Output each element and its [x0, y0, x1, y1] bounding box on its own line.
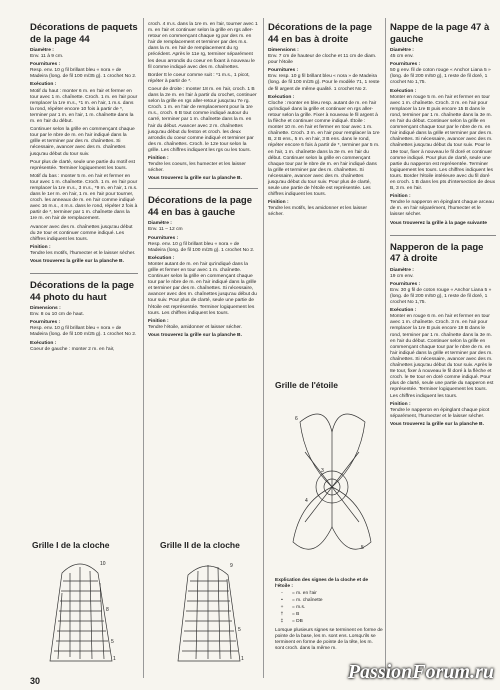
legend-symbol: ◦ [281, 591, 283, 596]
legend-label: = m. en l'air [292, 591, 317, 596]
section-napperon-droite [390, 242, 496, 428]
section-photo-haut [30, 280, 138, 353]
subheading: Diamètre : [148, 221, 172, 227]
grid-reference: Vous trouverez la grille sur la planche B. [390, 421, 484, 427]
divider [390, 235, 496, 236]
text: Tendre le napperon en épinglant chaque picot séparément, l'humecter et le laisser sécher. [390, 407, 490, 419]
text: Env. 8 ou 10 cm de haut. [30, 312, 85, 318]
text: Resp. env. 10 g fil brillant bleu « nora » de Madeira (long. de fil 100 m/25 g). 1 crochet No 2. [148, 241, 255, 253]
text: 50 g env. fil de coton rouge « Anchor Liana 5 » (long. de fil 200 m/50 g), 1 reste de fil doré, 1 crochet No 1,75. [390, 68, 491, 86]
subheading: Finition : [148, 155, 169, 161]
section-title: Décorations de la page 44 en bas à droite [268, 22, 373, 45]
text: 19 cm env. [390, 273, 414, 279]
grid-reference: Vous trouverez la grille sur la planche B. [30, 259, 124, 264]
subheading: Fournitures : [390, 281, 421, 287]
section-nappe-gauche [390, 22, 496, 227]
text: Avancer avec des m. chaînettes jusqu'au début du 2e tour et continuer comme indiqué. Les chiffres indiquent les tours. [30, 224, 133, 242]
subheading: Fournitures : [30, 62, 61, 68]
column-rule [385, 18, 386, 678]
text: Monter en rouge 6 m. en l'air et fermer en tour avec 1 m. chaînette. Croch. 3 m. en l'air pour remplacer la 1re B puis encore 19 B dans le rond, terminer par 1 m. chaînette dans la 3e m. en l'air du début. Continuer selon la grille en commençant chaque tour par le nbre de m. en l'air indiqué dans la grille et terminer par des m. chaînettes. Si nécessaire, avancer avec des m. chaînettes jusqu'au début du tour suiv. Après le 8e tour, fixer à nouveau le fil doré à la flèche et croch. le 9e tour en doré comme indiqué. Pour plus de clarté, seule une partie du napperon est représentée. Terminer logiquement les tours. Les chiffres indiquent les tours. [390, 314, 494, 399]
legend-row [275, 598, 383, 604]
subheading: Finition : [30, 244, 51, 250]
text: Tendre le napperon en épinglant chaque arceau de m. en l'air séparément, l'humecter et le laisser sécher. [390, 200, 494, 218]
legend-label: = m.s. [292, 605, 306, 610]
svg-text:5: 5 [111, 639, 114, 645]
subheading: Finition : [390, 401, 411, 407]
legend-row [275, 605, 383, 611]
subheading: Fournitures : [148, 235, 179, 241]
legend-symbol: + [280, 605, 284, 610]
section-title: Décorations de paquets de la page 44 [30, 22, 138, 45]
text: Resp. env. 10 g fil brillant bleu « nora » de Madeira (long. de fil 100 m/25 g). 1 crochet No 2. [30, 326, 137, 338]
grid-reference: Vous trouverez la grille sur la planche B. [148, 176, 242, 182]
legend-symbol: ‡ [280, 619, 284, 624]
text: Env. 11 à 9 cm. [30, 54, 64, 60]
subheading: Exécution : [30, 82, 57, 88]
svg-text:10: 10 [100, 561, 106, 567]
grid-reference: Vous trouverez la grille sur la planche B. [148, 332, 242, 338]
text: Coeur de gauche : monter 2 m. en l'air, [30, 346, 115, 352]
svg-text:1: 1 [113, 656, 116, 662]
subheading: Exécution : [148, 255, 175, 261]
section-title: Décorations de la page 44 en bas à gauche [148, 195, 253, 218]
column-1 [30, 22, 138, 361]
legend-label: = m. chaînette [292, 598, 323, 603]
subheading: Finition : [268, 200, 289, 206]
legend-row [275, 612, 383, 618]
legend-row [275, 591, 383, 597]
text: Monter autant de m. en l'air qu'indiqué dans la grille et fermer en tour avec 1 m. chaînette. Continuer selon la grille en commençant chaque tour par le nbre de m. en l'air indiqué dans la grille et terminer par des m. chaînettes. Si nécessaire, avancer avec des m. chaînettes jusqu'au début du tour suiv. Pour plus de clarté, seule une partie de l'étoile est représentée. Terminer logiquement les tours. Les chiffres indiquent les tours. [148, 261, 257, 316]
text: Motif du haut : monter 6 m. en l'air et fermer en tour avec 1 m. chaînette. Croch. 1 m. en l'air pour remplacer la 1re m.s., *1 m. en l'air, 1 m.s. dans la rond, répéter encore 10 fois à partir de *, terminer par 1 m. en l'air, 1 m. chaînette dans la m. en l'air du début. [30, 88, 138, 125]
legend-row [275, 619, 383, 625]
text: Coeur de droite : monter 18 m. en l'air, croch. 1 B dans la 2e m. en l'air à partir du crochet, continuer selon la grille en rgs aller-retour jusqu'au 7e rg. Croch. 1 m. en l'air de remplacement pour la 1re m.s., croch. 6 B tout comme indiqué autour du carré, terminer par 1 m. chaînette dans la m. en l'air du début. Avancer avec 2 m. chaînettes jusqu'au début du feston et croch. les deux arrondis du coeur comme indiqué et terminer par des m. chaînettes. Croch. le 12e tour selon la grille. Les chiffres indiquent les rgs ou les tours. [148, 86, 257, 153]
bell-diagram-2 [170, 553, 250, 668]
grid-title-cloche-1: Grille I de la cloche [32, 540, 110, 550]
svg-text:5: 5 [238, 627, 241, 633]
watermark: PassionForum.ru [347, 661, 494, 683]
svg-text:4: 4 [305, 498, 308, 504]
section-bas-gauche [148, 195, 258, 339]
svg-text:3: 3 [321, 468, 324, 474]
subheading: Dimensions : [268, 48, 299, 53]
subheading: Finition : [148, 318, 169, 324]
subheading: Dimensions : [30, 306, 61, 312]
bell-diagram-1 [40, 553, 125, 668]
text: Monter en rouge 5 m. en l'air et fermer en tour avec 1 m. chaînette. Croch. 3 m. en l'air pour remplacer la 1re B puis encore 15 B dans le rond, terminer par 1 m. chaînette dans la 3e m. en l'air du début. Continuer selon la grille en commençant chaque tour par le nbre de m. en l'air indiqué dans la grille et terminer par des m. chaînettes. Si nécessaire, avancer avec des m. chaînettes jusqu'au début du tour suiv. Pour le 19e tour, fixer à nouveau le fil doré et continuer comme indiqué. Pour plus de clarté, seule une partie du napperon est représentée. Terminer logiquement les tours. Les chiffres indiquent les tours. Border l'étoile intérieure avec du fil doré en croch. 1 B dans les pts d'intersection de deux B, 3 m. en l'air. [390, 94, 496, 192]
column-rule [143, 18, 144, 678]
grid-title-cloche-2: Grille II de la cloche [160, 540, 240, 550]
subheading: Exécution : [390, 308, 417, 314]
subheading: Diamètre : [390, 267, 414, 273]
text: Tendre les motifs, l'humecter et le laisser sécher. [30, 250, 136, 256]
text: Border tt le coeur comme suit : *1 m.s., 1 picot, répéter à partir de *. [148, 72, 250, 84]
text: Env. 7 cm de hauteur de cloche et 11 cm de diam. pour l'étoile [268, 54, 377, 66]
divider [148, 188, 258, 189]
text: Tendre l'étoile, amidonner et laisser sécher. [148, 324, 242, 330]
svg-text:1: 1 [241, 656, 244, 662]
legend-note: Lorsque plusieurs signes se terminent en forme de pointe de la base, les m. sont ens. Lorsqu'ils se terminent en forme de pointe de la tête, les m. sont croch. dans la même m. [275, 628, 383, 651]
text: 45 cm env. [390, 54, 414, 60]
grid-reference: Vous trouverez la grille à la page suivante [390, 220, 487, 226]
subheading: Exécution : [268, 94, 295, 100]
text: Env. 30 g fil de coton rouge « Anchor Liana 5 » (long. de fil 200 m/50 g), 1 reste de fil doré, 1 crochet No 1,75. [390, 287, 492, 306]
legend-label: = B [292, 612, 300, 617]
grid-title-etoile: Grille de l'étoile [275, 380, 338, 390]
section-title: Nappe de la page 47 à gauche [390, 22, 490, 45]
text: Motif du bas : monter 5 m. en l'air et fermer en tour avec 1 m. chaînette. Croch. 1 m. en l'air pour remplacer la 1re m.s., 3 m.s., *9 m. en l'air, 1 m.s. dans le 1er m. en l'air, 1 m. en l'air pour tourner, croch. les anneaux de m. en l'air comme indiqué avec 16 m.s., 4 m.s. dans le rond, répéter 2 fois à partir de *, terminer par 1 m. chaînette dans la 1re m. en l'air de remplacement. [30, 173, 138, 222]
section-bas-droite [268, 22, 380, 219]
svg-text:5: 5 [361, 545, 364, 551]
section-title: Décorations de la page 44 photo du haut [30, 280, 135, 303]
legend-symbol: † [280, 612, 284, 617]
section-title: Napperon de la page 47 à droite [390, 241, 484, 265]
text: Tendre les motifs, les amidonner et les laisser sécher. [268, 206, 367, 218]
subheading: Fournitures : [30, 320, 61, 326]
divider [30, 273, 138, 274]
legend-symbol: • [281, 598, 283, 603]
subheading: Finition : [390, 194, 411, 200]
column-4 [390, 22, 496, 436]
text: croch. 4 m.s. dans la 1re m. en l'air, tourner avec 1 m. en l'air et continuer selon la grille en rgs aller-retour en commençant chaque rg par des m. en l'air de remplacement et terminer par des m.s. dans la m. en l'air de remplacement du rg précédent. Après le 11e rg, terminer séparément les deux arrondis du coeur en fixant à nouveau le fil comme indiqué avec des m. chaînettes. [148, 22, 258, 70]
subheading: Fournitures : [268, 68, 299, 74]
svg-text:6: 6 [295, 416, 298, 422]
column-2 [148, 22, 258, 347]
subheading: Diamètre : [30, 48, 54, 53]
subheading: Exécution : [390, 88, 417, 94]
text: Cloche : monter en bleu resp. autant de m. en l'air qu'indiqué dans la grille et continuer en rgs aller-retour selon la grille. Fixer à nouveau le fil argent à la flèche et continuer comme indiqué. Étoile : monter 10 m. en l'air et fermer en tour avec 1 m. chaînette. Croch. 3 m. en l'air pour remplacer la 1re B, 2 B ens., 5 m. en l'air, 3 B ens. dans le rond, répéter encore 6 fois à partir de *, terminer par 5 m. en l'air, 1 m. chaînette dans la 3e m. en l'air du début. Continuer selon la grille en commençant chaque tour par le nbre de m. en l'air indiqué dans la grille et terminer par des m. chaînettes. Si nécessaire, avancer avec des m. chaînettes jusqu'au début du tour suiv. Pour plus de clarté, seule une partie de l'étoile est représentée. Les chiffres indiquent les tours. [268, 100, 380, 198]
subheading: Exécution : [30, 340, 57, 346]
symbol-legend [275, 578, 383, 652]
star-diagram [285, 392, 380, 577]
page-number: 30 [30, 676, 41, 686]
subheading: Fournitures : [390, 62, 421, 68]
text: Resp. env. 10 g fil brillant bleu « nora » de Madeira (long. de fil 100 m/35 g). 1 crochet No 2. [30, 68, 137, 80]
section-paquets [30, 22, 138, 265]
column-3 [268, 22, 380, 227]
legend-title: Explication des signes de la cloche et de l'étoile : [275, 578, 369, 589]
text: Continuer selon la grille en commençant chaque tour par le nbre de m. en l'air indiqué dans la grille et terminer par des m. chaînettes. Si nécessaire, avancer avec des m. chaînettes jusqu'au début du tour suiv. [30, 127, 135, 157]
text: Env. resp. 10 g fil brillant bleu « nora » de Madeira (long. de fil 100 m/25 g). Pour le modèle 71, 1 reste de fil argent de même qualité. 1 crochet No 2. [268, 74, 380, 92]
svg-text:8: 8 [106, 607, 109, 613]
legend-label: = DB [292, 619, 303, 624]
column-rule [263, 18, 264, 678]
text: Pour plus de clarté, seule une partie du motif est représentée. Terminer logiquement les tours. [30, 159, 135, 171]
svg-text:9: 9 [230, 563, 233, 569]
subheading: Diamètre : [390, 48, 414, 53]
text: Env. 11 – 12 cm [148, 227, 183, 233]
text: Tendre les coeurs, les humecter et les laisser sécher. [148, 162, 246, 174]
